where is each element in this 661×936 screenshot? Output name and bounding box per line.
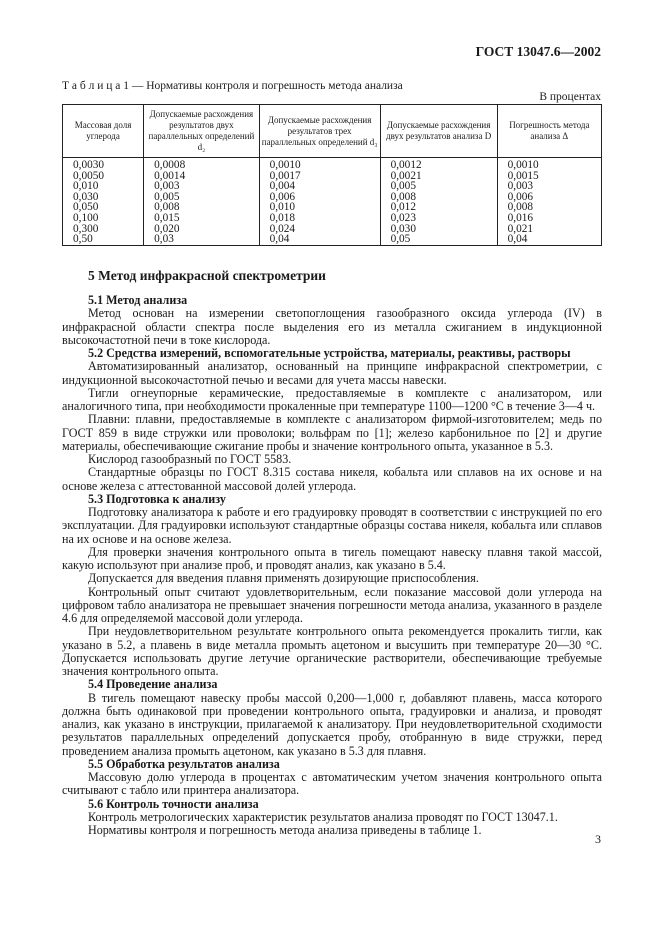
table-cell: 0,050 bbox=[63, 202, 144, 213]
page-number: 3 bbox=[595, 832, 601, 846]
table-row bbox=[63, 234, 602, 245]
table-cell: 0,005 bbox=[380, 181, 497, 192]
table-cell: 0,0021 bbox=[380, 171, 497, 182]
table-cell: 0,004 bbox=[259, 181, 380, 192]
table-unit: В процентах bbox=[539, 91, 601, 103]
table-cell: 0,010 bbox=[259, 202, 380, 213]
table-cell: 0,05 bbox=[380, 234, 497, 245]
table-cell: 0,003 bbox=[144, 181, 259, 192]
standard-header: ГОСТ 13047.6—2002 bbox=[475, 44, 601, 59]
table-cell: 0,008 bbox=[497, 202, 601, 213]
paragraph: Контрольный опыт считают удовлетворительным, если показание массовой доли углерода на цифровом табло анализатора не превышает значения погрешности метода анализа, указанного в разделе 4.6 для определяемой массовой доли углерода. bbox=[62, 584, 602, 625]
table-cell: 0,024 bbox=[259, 224, 380, 235]
paragraph: Подготовку анализатора к работе и его градуировку проводят в соответствии с инструкцией по его эксплуатации. Для градуировки используют стандартные образцы состава никеля, кобальта или сплавов на их основе и на основе железа. bbox=[62, 505, 602, 546]
table-cell: 0,003 bbox=[497, 181, 601, 192]
table-cell: 0,0050 bbox=[63, 171, 144, 182]
table-cell: 0,0012 bbox=[380, 158, 497, 171]
table-cell: 0,018 bbox=[259, 213, 380, 224]
subsection-title-5-1: 5.1 Метод анализа bbox=[88, 293, 188, 307]
paragraph: При неудовлетворительном результате контрольного опыта рекомендуется прокалить тигли, как указано в 5.2, а плавень в виде металла промыть ацетоном и высушить при температуре 20—30 °С. Допускается использовать другие летучие органические растворители, обеспечивающие требуемые значения контрольного опыта. bbox=[62, 624, 602, 678]
table-row bbox=[63, 213, 602, 224]
paragraph: Допускается для введения плавня применять дозирующие приспособления. bbox=[88, 571, 479, 586]
paragraph: Нормативы контроля и погрешность метода анализа приведены в таблице 1. bbox=[88, 823, 482, 837]
table-header-row bbox=[63, 105, 602, 158]
table-cell: 0,0015 bbox=[497, 171, 601, 182]
table-cell: 0,005 bbox=[144, 192, 259, 203]
paragraph: Автоматизированный анализатор, основанный на принципе инфракрасной спектрометрии, с индукционной высокочастотной печью и весами для учета массы навески. bbox=[62, 359, 602, 387]
paragraph: Массовую долю углерода в процентах с автоматическим учетом значения контрольного опыта считывают с табло или принтера анализатора. bbox=[62, 770, 602, 798]
subsection-title-5-4: 5.4 Проведение анализа bbox=[88, 677, 218, 692]
table-cell: 0,020 bbox=[144, 224, 259, 235]
paragraph: В тигель помещают навеску пробы массой 0,200—1,000 г, добавляют плавень, масса которого должна быть одинаковой при проведении контрольного опыта, градуировки и анализа, и проводят анализ, как указано в инструкции, прилагаемой к анализатору. При неудовлетворительной сходимости результатов параллельных определений допускается пробу, отобранную в виде стружки, перед проведением анализа промыть ацетоном, как указано в 5.3 для плавня. bbox=[62, 690, 602, 758]
table-caption: Т а б л и ц а 1 — Нормативы контроля и погрешность метода анализа bbox=[62, 80, 403, 92]
subsection-title-5-3: 5.3 Подготовка к анализу bbox=[88, 491, 226, 506]
table-cell: 0,0008 bbox=[144, 158, 259, 171]
table-cell: 0,04 bbox=[497, 234, 601, 245]
table-cell: 0,300 bbox=[63, 224, 144, 235]
table-cell: 0,021 bbox=[497, 224, 601, 235]
paragraph: Кислород газообразный по ГОСТ 5583. bbox=[88, 452, 292, 466]
table-cell: 0,012 bbox=[380, 202, 497, 213]
table-header-cell: Массовая доля углерода bbox=[63, 105, 144, 158]
table-cell: 0,100 bbox=[63, 213, 144, 224]
subsection-title-5-2: 5.2 Средства измерений, вспомогательные устройства, материалы, реактивы, растворы bbox=[88, 346, 571, 360]
table-cell: 0,04 bbox=[259, 234, 380, 245]
paragraph: Контроль метрологических характеристик результатов анализа проводят по ГОСТ 13047.1. bbox=[88, 809, 558, 824]
table-cell: 0,016 bbox=[497, 213, 601, 224]
subsection-title-5-6: 5.6 Контроль точности анализа bbox=[88, 796, 259, 811]
table-header-cell: Допускаемые расхождения двух результатов анализа D bbox=[380, 105, 497, 158]
table-cell: 0,0010 bbox=[497, 158, 601, 171]
table-header-cell: Допускаемые расхождения результатов трех параллельных определений d₃ bbox=[259, 105, 380, 158]
table-cell: 0,015 bbox=[144, 213, 259, 224]
table-cell: 0,030 bbox=[380, 224, 497, 235]
table-header-cell: Допускаемые расхождения результатов двух параллельных определений d₂ bbox=[144, 105, 259, 158]
subsection-title-5-5: 5.5 Обработка результатов анализа bbox=[88, 756, 280, 771]
table-cell: 0,03 bbox=[144, 234, 259, 245]
table-cell: 0,006 bbox=[259, 192, 380, 203]
table-cell: 0,006 bbox=[497, 192, 601, 203]
table-cell: 0,008 bbox=[144, 202, 259, 213]
norms-table bbox=[62, 104, 602, 246]
table-cell: 0,0014 bbox=[144, 171, 259, 182]
table-cell: 0,030 bbox=[63, 192, 144, 203]
table-cell: 0,0030 bbox=[63, 158, 144, 171]
table-cell: 0,008 bbox=[380, 192, 497, 203]
table-row bbox=[63, 158, 602, 171]
paragraph: Для проверки значения контрольного опыта в тигель помещают навеску плавня такой массой, какую используют при анализе проб, и проводят анализ, как указано в 5.4. bbox=[62, 544, 602, 572]
section-body bbox=[62, 268, 602, 837]
paragraph: Метод основан на измерении светопоглощения газообразного оксида углерода (IV) в инфракрасной области спектра после выделения его из металла сжиганием в индукционной высокочастотной печи в токе кислорода. bbox=[62, 306, 602, 347]
paragraph: Стандартные образцы по ГОСТ 8.315 состава никеля, кобальта или сплавов на их основе и на основе железа с аттестованной массовой долей углерода. bbox=[62, 465, 602, 493]
paragraph: Плавни: плавни, предоставляемые в комплекте с анализатором фирмой-изготовителем; медь по ГОСТ 859 в виде стружки или проволоки; вольфрам по [1]; железо карбонильное по [2] и другие материалы, обеспечивающие сжигание пробы и значение контрольного опыта, указанное в 5.3. bbox=[62, 412, 602, 453]
table-cell: 0,023 bbox=[380, 213, 497, 224]
table-cell: 0,010 bbox=[63, 181, 144, 192]
table-cell: 0,0010 bbox=[259, 158, 380, 171]
table-cell: 0,0017 bbox=[259, 171, 380, 182]
table-header-cell: Погрешность метода анализа Δ bbox=[497, 105, 601, 158]
section-title: 5 Метод инфракрасной спектрометрии bbox=[88, 268, 326, 283]
table-cell: 0,50 bbox=[63, 234, 144, 245]
paragraph: Тигли огнеупорные керамические, предоставляемые в комплекте с анализатором, или аналогичного типа, при необходимости прокаленные при температуре 1100—1200 °С в течение 3—4 ч. bbox=[62, 385, 602, 413]
